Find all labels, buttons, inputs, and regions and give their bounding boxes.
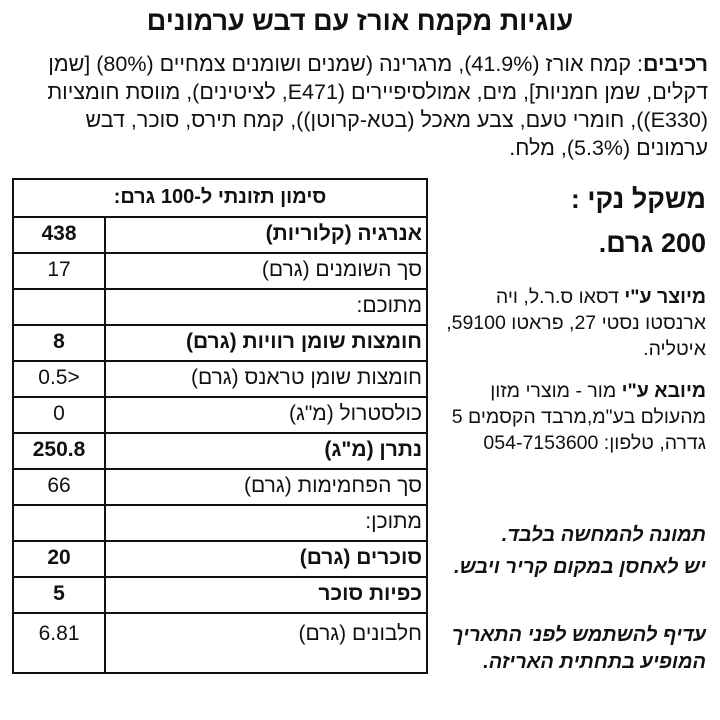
nutrition-table — [12, 178, 428, 674]
nutrition-value: 17 — [14, 254, 106, 288]
nutrition-value: 20 — [14, 542, 106, 576]
nutrition-row-saturated-fat — [14, 324, 426, 360]
nutrition-row-energy — [14, 216, 426, 252]
nutrition-label: נתרן (מ"ג) — [324, 438, 422, 461]
nutrition-row-of-which-carbs — [14, 504, 426, 540]
nutrition-label: מתוכן: — [365, 510, 422, 533]
nutrition-label: סך השומנים (גרם) — [261, 258, 422, 281]
nutrition-label: כולסטרול (מ"ג) — [288, 402, 422, 425]
storage-instructions: יש לאחסן במקום קריר ויבש. — [454, 556, 706, 578]
nutrition-row-sugar-teaspoons — [14, 576, 426, 612]
nutrition-row-cholesterol — [14, 396, 426, 432]
nutrition-label: סוכרים (גרם) — [299, 546, 422, 569]
image-disclaimer: תמונה להמחשה בלבד. — [501, 524, 706, 546]
nutrition-row-of-which-fat — [14, 288, 426, 324]
importer-label: מיובא ע"י — [621, 380, 706, 402]
nutrition-label: כפיות סוכר — [318, 582, 422, 605]
ingredients-label: רכיבים — [642, 52, 708, 76]
nutrition-value: 5 — [14, 578, 106, 612]
nutrition-value: 66 — [14, 470, 106, 504]
nutrition-row-sodium — [14, 432, 426, 468]
importer-info — [440, 378, 706, 456]
nutrition-header — [14, 180, 426, 216]
producer-info — [440, 284, 706, 362]
nutrition-value — [14, 506, 106, 540]
producer-label: מיוצר ע"י — [624, 286, 706, 308]
producer-text: דסאו ס.ר.ל, ויה ארנסטו נסטי 27, פראטו 59100, איטליה. — [446, 286, 706, 360]
ingredients-paragraph — [14, 50, 708, 162]
nutrition-row-trans-fat — [14, 360, 426, 396]
nutrition-header-text: סימון תזונתי ל-100 גרם: — [113, 186, 327, 208]
nutrition-value — [14, 290, 106, 324]
nutrition-value: 0.5> — [14, 362, 106, 396]
nutrition-value: 6.81 — [14, 614, 106, 672]
nutrition-label: מתוכם: — [356, 294, 422, 317]
nutrition-label: חומצות שומן טראנס (גרם) — [190, 366, 422, 389]
nutrition-row-total-fat — [14, 252, 426, 288]
nutrition-label: סך הפחמימות (גרם) — [244, 474, 422, 497]
nutrition-row-total-carbs — [14, 468, 426, 504]
nutrition-value: 8 — [14, 326, 106, 360]
ingredients-text: : קמח אורז (41.9%), מרגרינה (שמנים ושומנים צמחיים (80%) [שמן דקלים, שמן חמניות], מים, אמולסיפיירים (E471, לציטינים), מווסת חומציות (E330)), חומרי טעם, צבע מאכל (בטא-קרוטן)), קמח תירס, סוכר, דבש ערמונים (5.3%), מלח. — [47, 52, 708, 160]
nutrition-label: חומצות שומן רוויות (גרם) — [186, 330, 422, 353]
nutrition-label: חלבונים (גרם) — [298, 622, 422, 645]
nutrition-value: 250.8 — [14, 434, 106, 468]
product-title: עוגיות מקמח אורז עם דבש ערמונים — [146, 6, 574, 36]
nutrition-row-protein — [14, 612, 426, 672]
nutrition-value: 0 — [14, 398, 106, 432]
nutrition-row-sugars — [14, 540, 426, 576]
net-weight-value: 200 גרם. — [598, 228, 706, 258]
nutrition-value: 438 — [14, 218, 106, 252]
best-before-note: עדיף להשתמש לפני התאריך המופיע בתחתית האריזה. — [451, 624, 706, 673]
nutrition-label: אנרגיה (קלוריות) — [265, 222, 422, 245]
net-weight-label: משקל נקי : — [570, 184, 706, 214]
importer-text: מור - מוצרי מזון מהעולם בע"מ,מרבד הקסמים 5 גדרה, טלפון: 054-7153600 — [451, 380, 706, 454]
